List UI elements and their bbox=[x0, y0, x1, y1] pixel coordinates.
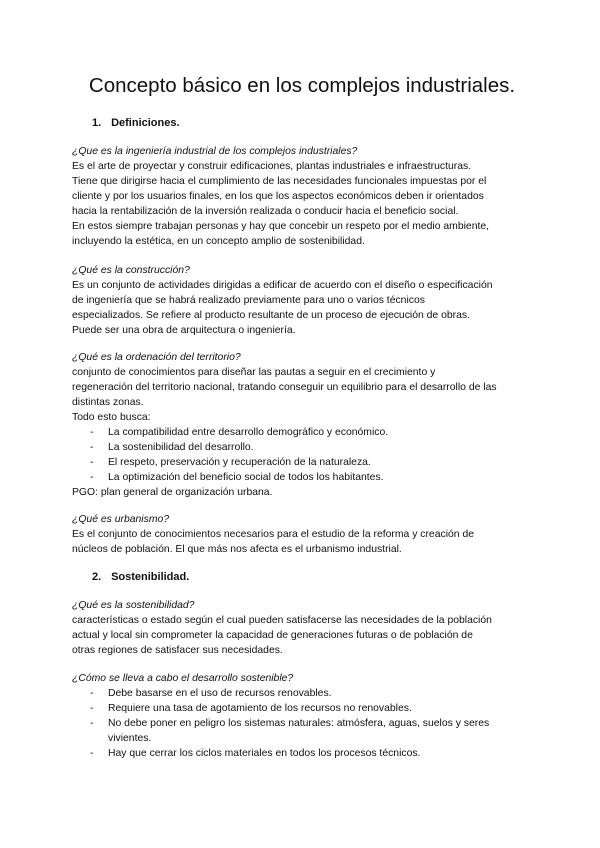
text-line: Es el conjunto de conocimientos necesarios para el estudio de la reforma y creación de bbox=[72, 529, 474, 540]
section-title: Sostenibilidad. bbox=[111, 571, 190, 583]
text-line: conjunto de conocimientos para diseñar las pautas a seguir en el crecimiento y bbox=[72, 367, 436, 378]
document-page bbox=[72, 0, 532, 848]
page-title: Concepto básico en los complejos industriales. bbox=[88, 74, 516, 97]
question: ¿Que es la ingeniería industrial de los complejos industriales? bbox=[72, 146, 358, 157]
text-line: otras regiones de satisfacer sus necesidades. bbox=[72, 645, 283, 656]
text-line: En estos siempre trabajan personas y hay que concebir un respeto por el medio ambiente, bbox=[72, 221, 490, 232]
dash-bullet: - bbox=[90, 472, 94, 483]
text-line: Todo esto busca: bbox=[72, 412, 151, 423]
list-item bbox=[72, 716, 532, 746]
text-line: distintas zonas. bbox=[72, 397, 144, 408]
dash-bullet: - bbox=[90, 703, 94, 714]
text-line: Tiene que dirigirse hacia el cumplimiento de las necesidades funcionales impuestas por el bbox=[72, 176, 487, 187]
list-item-text: La sostenibilidad del desarrollo. bbox=[108, 442, 254, 453]
text-line: hacia la rentabilización de la inversión realizada o conducir hacia el beneficio social. bbox=[72, 206, 459, 217]
list-item bbox=[72, 686, 532, 701]
text-line: Puede ser una obra de arquitectura o ingeniería. bbox=[72, 325, 296, 336]
question: ¿Qué es urbanismo? bbox=[72, 514, 170, 525]
dash-bullet: - bbox=[90, 748, 94, 759]
list-item bbox=[72, 440, 532, 455]
list-item bbox=[72, 470, 532, 485]
list-item-text: Debe basarse en el uso de recursos renovables. bbox=[108, 688, 332, 699]
qa-block-sostenibilidad bbox=[72, 598, 532, 658]
list-item-text: La compatibilidad entre desarrollo demográfico y económico. bbox=[108, 427, 389, 438]
text-line: características o estado según el cual pueden satisfacerse las necesidades de la población bbox=[72, 615, 492, 626]
list-item bbox=[72, 455, 532, 470]
text-line: núcleos de población. El que más nos afecta es el urbanismo industrial. bbox=[72, 544, 402, 555]
qa-block-urbanismo bbox=[72, 512, 532, 557]
section-heading-sostenibilidad bbox=[92, 571, 189, 583]
list-item-text: Requiere una tasa de agotamiento de los recursos no renovables. bbox=[108, 703, 412, 714]
text-line: regeneración del territorio nacional, tratando conseguir un equilibrio para el desarrollo de las bbox=[72, 382, 497, 393]
dash-bullet: - bbox=[90, 442, 94, 453]
bullet-list bbox=[72, 425, 532, 485]
dash-bullet: - bbox=[90, 457, 94, 468]
qa-block-construccion bbox=[72, 263, 532, 338]
qa-block-desarrollo-sostenible bbox=[72, 671, 532, 761]
list-item-text: La optimización del beneficio social de todos los habitantes. bbox=[108, 472, 384, 483]
qa-block-ingenieria bbox=[72, 144, 532, 249]
bullet-list bbox=[72, 686, 532, 761]
list-item-text: No debe poner en peligro los sistemas naturales: atmósfera, aguas, suelos y seres vivientes. bbox=[108, 718, 490, 744]
section-heading-definiciones bbox=[92, 117, 180, 129]
section-number: 2. bbox=[92, 571, 102, 583]
text-line: actual y local sin comprometer la capacidad de generaciones futuras o de población de bbox=[72, 630, 473, 641]
dash-bullet: - bbox=[90, 718, 94, 729]
text-line: Es un conjunto de actividades dirigidas a edificar de acuerdo con el diseño o especificación bbox=[72, 280, 493, 291]
question: ¿Qué es la ordenación del territorio? bbox=[72, 352, 241, 363]
text-line: PGO: plan general de organización urbana. bbox=[72, 487, 273, 498]
question: ¿Qué es la construcción? bbox=[72, 265, 190, 276]
text-line: especializados. Se refiere al producto resultante de un proceso de ejecución de obras. bbox=[72, 310, 470, 321]
dash-bullet: - bbox=[90, 688, 94, 699]
qa-block-ordenacion bbox=[72, 350, 532, 500]
list-item-text: El respeto, preservación y recuperación de la naturaleza. bbox=[108, 457, 371, 468]
text-line: Es el arte de proyectar y construir edificaciones, plantas industriales e infraestructuras. bbox=[72, 161, 472, 172]
text-line: incluyendo la estética, en un concepto amplio de sostenibilidad. bbox=[72, 236, 365, 247]
text-line: cliente y por los usuarios finales, en los que los aspectos económicos deben ir orientados bbox=[72, 191, 484, 202]
section-number: 1. bbox=[92, 117, 102, 129]
text-line: de ingeniería que se habrá realizado previamente para uno o varios técnicos bbox=[72, 295, 425, 306]
question: ¿Qué es la sostenibilidad? bbox=[72, 600, 195, 611]
section-title: Definiciones. bbox=[111, 117, 180, 129]
list-item bbox=[72, 701, 532, 716]
list-item bbox=[72, 425, 532, 440]
list-item-text: Hay que cerrar los ciclos materiales en todos los procesos técnicos. bbox=[108, 748, 421, 759]
dash-bullet: - bbox=[90, 427, 94, 438]
question: ¿Cómo se lleva a cabo el desarrollo sostenible? bbox=[72, 673, 294, 684]
list-item bbox=[72, 746, 532, 761]
